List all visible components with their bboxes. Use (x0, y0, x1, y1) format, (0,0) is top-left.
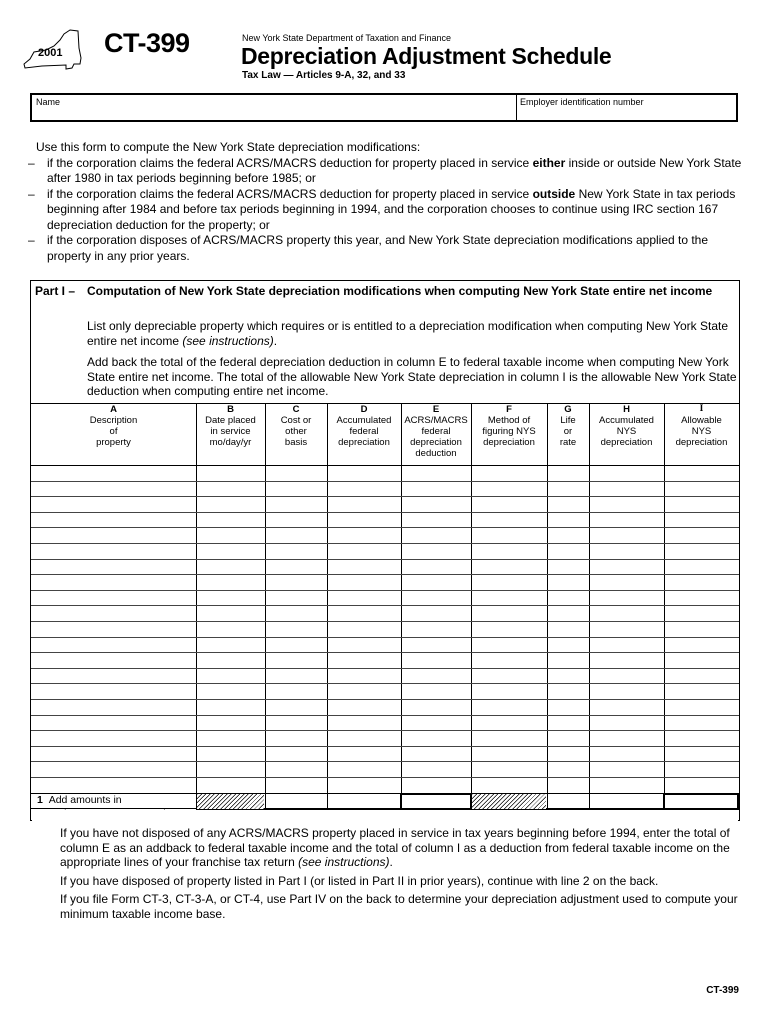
table-cell-col-a[interactable] (32, 544, 195, 558)
part-1-title: Computation of New York State depreciation modifications when computing New York State entire net income (87, 284, 713, 298)
table-cell-col-h[interactable] (590, 482, 663, 496)
intro-bullet: – if the corporation claims the federal ACRS/MACRS deduction for property placed in service outside New York State in tax periods beginning after 1984 and before tax periods beginning in 1994, and the corporation chooses to continue using IRC section 167 depreciation deduction for the property; or (28, 186, 736, 232)
table-cell-col-d[interactable] (328, 606, 400, 620)
table-cell-col-a[interactable] (32, 528, 195, 542)
table-cell-col-c[interactable] (266, 513, 326, 527)
table-cell-col-h[interactable] (590, 762, 663, 776)
table-cell-col-h[interactable] (590, 731, 663, 745)
table-cell-col-h[interactable] (590, 497, 663, 511)
table-cell-col-d[interactable] (328, 575, 400, 589)
table-cell-col-e[interactable] (402, 560, 470, 574)
table-cell-col-f[interactable] (472, 653, 546, 667)
table-cell-col-i[interactable] (665, 575, 738, 589)
table-cell-col-d[interactable] (328, 482, 400, 496)
table-cell-col-h[interactable] (590, 716, 663, 730)
table-cell-col-a[interactable] (32, 497, 195, 511)
table-cell-col-f[interactable] (472, 513, 546, 527)
table-cell-col-h[interactable] (590, 591, 663, 605)
column-header-d: D Accumulated federal depreciation (336, 404, 392, 448)
table-cell-col-b[interactable] (197, 669, 264, 683)
table-cell-col-h[interactable] (590, 528, 663, 542)
table-cell-col-h[interactable] (590, 638, 663, 652)
form-title: Depreciation Adjustment Schedule (241, 43, 612, 69)
table-cell-col-i[interactable] (665, 731, 738, 745)
table-cell-col-f[interactable] (472, 684, 546, 698)
table-cell-col-h[interactable] (590, 575, 663, 589)
total-cell-col-h[interactable] (590, 794, 663, 809)
column-header-h: H Accumulated NYS depreciation (599, 404, 654, 448)
table-cell-col-b[interactable] (197, 606, 264, 620)
table-cell-col-f[interactable] (472, 606, 546, 620)
table-cell-col-b[interactable] (197, 747, 264, 761)
table-cell-col-b[interactable] (197, 700, 264, 714)
table-cell-col-f[interactable] (472, 762, 546, 776)
table-cell-col-c[interactable] (266, 638, 326, 652)
name-label: Name (36, 97, 61, 107)
table-cell-col-c[interactable] (266, 762, 326, 776)
table-cell-col-b[interactable] (197, 544, 264, 558)
table-cell-col-d[interactable] (328, 669, 400, 683)
table-cell-col-d[interactable] (328, 700, 400, 714)
table-cell-col-b[interactable] (197, 762, 264, 776)
table-cell-col-g[interactable] (548, 482, 588, 496)
table-cell-col-g[interactable] (548, 716, 588, 730)
table-cell-col-g[interactable] (548, 513, 588, 527)
table-cell-col-f[interactable] (472, 638, 546, 652)
table-cell-col-d[interactable] (328, 638, 400, 652)
column-header-b: B Date placed in service mo/day/yr (205, 404, 256, 448)
table-cell-col-g[interactable] (548, 669, 588, 683)
table-cell-col-i[interactable] (665, 716, 738, 730)
table-cell-col-i[interactable] (665, 747, 738, 761)
table-cell-col-h[interactable] (590, 513, 663, 527)
footer-form-number: CT-399 (706, 985, 739, 996)
table-cell-col-c[interactable] (266, 684, 326, 698)
table-cell-col-c[interactable] (266, 482, 326, 496)
table-cell-col-f[interactable] (472, 466, 546, 480)
table-cell-col-i[interactable] (665, 638, 738, 652)
table-cell-col-i[interactable] (665, 669, 738, 683)
table-cell-col-b[interactable] (197, 778, 264, 792)
table-cell-col-a[interactable] (32, 684, 195, 698)
table-cell-col-g[interactable] (548, 544, 588, 558)
table-cell-col-i[interactable] (665, 653, 738, 667)
table-cell-col-e[interactable] (402, 497, 470, 511)
table-cell-col-c[interactable] (266, 497, 326, 511)
form-number: CT-399 (104, 28, 190, 58)
table-cell-col-d[interactable] (328, 560, 400, 574)
table-cell-col-b[interactable] (197, 622, 264, 636)
table-cell-col-e[interactable] (402, 669, 470, 683)
table-cell-col-e[interactable] (402, 700, 470, 714)
table-bottom-spacer (32, 810, 738, 824)
table-cell-col-b[interactable] (197, 653, 264, 667)
table-cell-col-f[interactable] (472, 700, 546, 714)
table-cell-col-d[interactable] (328, 762, 400, 776)
table-cell-col-g[interactable] (548, 466, 588, 480)
hatched-cell-col-b (197, 794, 264, 809)
table-cell-col-g[interactable] (548, 778, 588, 792)
table-cell-col-g[interactable] (548, 560, 588, 574)
column-header-a: A Description of property (89, 404, 138, 448)
table-cell-col-d[interactable] (328, 497, 400, 511)
table-cell-col-g[interactable] (548, 638, 588, 652)
table-cell-col-c[interactable] (266, 575, 326, 589)
tax-law-reference: Tax Law — Articles 9-A, 32, and 33 (242, 70, 406, 81)
table-cell-col-i[interactable] (665, 700, 738, 714)
table-cell-col-g[interactable] (548, 762, 588, 776)
table-cell-col-d[interactable] (328, 653, 400, 667)
table-cell-col-b[interactable] (197, 575, 264, 589)
table-cell-col-a[interactable] (32, 762, 195, 776)
column-header-f: F Method of figuring NYS depreciation (482, 404, 536, 448)
table-cell-col-e[interactable] (402, 747, 470, 761)
table-cell-col-h[interactable] (590, 669, 663, 683)
table-cell-col-g[interactable] (548, 606, 588, 620)
table-cell-col-h[interactable] (590, 544, 663, 558)
table-cell-col-i[interactable] (665, 497, 738, 511)
table-cell-col-d[interactable] (328, 778, 400, 792)
table-cell-col-d[interactable] (328, 466, 400, 480)
instruction-no-disposal: If you have not disposed of any ACRS/MACRS property placed in service in tax years beginning before 1994, enter the total of column E as an addback to federal taxable income and the total of column I as a deduction from federal taxable income on the appropriate lines of your franchise tax return (see instructions). (60, 826, 730, 869)
table-cell-col-h[interactable] (590, 653, 663, 667)
table-cell-col-e[interactable] (402, 606, 470, 620)
table-cell-col-g[interactable] (548, 747, 588, 761)
table-cell-col-c[interactable] (266, 653, 326, 667)
table-cell-col-h[interactable] (590, 466, 663, 480)
column-header-g: G Life or rate (559, 404, 577, 448)
table-cell-col-c[interactable] (266, 778, 326, 792)
table-cell-col-c[interactable] (266, 716, 326, 730)
table-cell-col-f[interactable] (472, 591, 546, 605)
table-cell-col-c[interactable] (266, 560, 326, 574)
table-cell-col-i[interactable] (665, 762, 738, 776)
table-cell-col-g[interactable] (548, 591, 588, 605)
department-name: New York State Department of Taxation and Finance (242, 33, 451, 43)
table-cell-col-h[interactable] (590, 606, 663, 620)
table-cell-col-h[interactable] (590, 700, 663, 714)
table-cell-col-g[interactable] (548, 684, 588, 698)
column-header-e: E ACRS/MACRS federal depreciation deduction (404, 404, 468, 459)
column-header-c: C Cost or other basis (280, 404, 312, 448)
table-cell-col-f[interactable] (472, 560, 546, 574)
table-cell-col-i[interactable] (665, 482, 738, 496)
table-cell-col-f[interactable] (472, 731, 546, 745)
table-cell-col-a[interactable] (32, 747, 195, 761)
table-cell-col-b[interactable] (197, 528, 264, 542)
table-cell-col-d[interactable] (328, 513, 400, 527)
table-cell-col-a[interactable] (32, 482, 195, 496)
table-cell-col-c[interactable] (266, 731, 326, 745)
table-cell-col-i[interactable] (665, 622, 738, 636)
table-cell-col-h[interactable] (590, 622, 663, 636)
table-cell-col-i[interactable] (665, 528, 738, 542)
table-cell-col-e[interactable] (402, 638, 470, 652)
table-cell-col-f[interactable] (472, 544, 546, 558)
table-cell-col-i[interactable] (665, 466, 738, 480)
name-ein-box (30, 93, 738, 122)
table-cell-col-c[interactable] (266, 747, 326, 761)
table-cell-col-f[interactable] (472, 528, 546, 542)
table-cell-col-e[interactable] (402, 622, 470, 636)
intro-bullet: – if the corporation claims the federal ACRS/MACRS deduction for property placed in service either inside or outside New York State after 1980 in tax periods beginning before 1985; or (28, 155, 742, 185)
ein-field[interactable] (517, 95, 736, 120)
part-1-section (30, 280, 740, 821)
table-cell-col-a[interactable] (32, 575, 195, 589)
table-cell-col-d[interactable] (328, 528, 400, 542)
total-box-col-i[interactable] (663, 793, 739, 810)
table-cell-col-i[interactable] (665, 778, 738, 792)
instruction-disposed: If you have disposed of property listed in Part I (or listed in Part II in prior years), continue with line 2 on the back. (60, 873, 659, 888)
table-cell-col-d[interactable] (328, 622, 400, 636)
intro-bullet: – if the corporation disposes of ACRS/MACRS property this year, and New York State depreciation modifications applied to the property in any prior years. (28, 233, 709, 263)
table-cell-col-e[interactable] (402, 762, 470, 776)
table-cell-col-b[interactable] (197, 513, 264, 527)
table-cell-col-e[interactable] (402, 544, 470, 558)
table-cell-col-b[interactable] (197, 466, 264, 480)
table-cell-col-d[interactable] (328, 747, 400, 761)
table-cell-col-a[interactable] (32, 716, 195, 730)
table-cell-col-g[interactable] (548, 653, 588, 667)
table-cell-col-a[interactable] (32, 778, 195, 792)
table-cell-col-d[interactable] (328, 684, 400, 698)
table-cell-col-g[interactable] (548, 497, 588, 511)
table-cell-col-d[interactable] (328, 544, 400, 558)
total-cell-col-d[interactable] (328, 794, 400, 809)
ein-label: Employer identification number (520, 97, 644, 107)
table-cell-col-a[interactable] (32, 700, 195, 714)
table-cell-col-e[interactable] (402, 575, 470, 589)
table-cell-col-f[interactable] (472, 778, 546, 792)
table-cell-col-d[interactable] (328, 731, 400, 745)
table-cell-col-b[interactable] (197, 638, 264, 652)
table-cell-col-e[interactable] (402, 482, 470, 496)
table-cell-col-f[interactable] (472, 482, 546, 496)
table-cell-col-e[interactable] (402, 716, 470, 730)
table-cell-col-b[interactable] (197, 731, 264, 745)
total-box-col-e[interactable] (400, 793, 472, 810)
table-cell-col-c[interactable] (266, 591, 326, 605)
table-cell-col-c[interactable] (266, 606, 326, 620)
part-1-instruction-2: Add back the total of the federal depreciation deduction in column E to federal taxable income when computing New York State entire net income. The total of the allowable New York State depreciation in column I is the allowable New York State deduction when computing entire net income. (87, 355, 737, 398)
table-cell-col-d[interactable] (328, 591, 400, 605)
table-cell-col-g[interactable] (548, 731, 588, 745)
table-cell-col-a[interactable] (32, 638, 195, 652)
table-cell-col-e[interactable] (402, 684, 470, 698)
part-1-instruction-1: List only depreciable property which requires or is entitled to a depreciation modification when computing New York State entire net income (see instructions). (87, 319, 729, 348)
after-table-instructions (60, 826, 740, 925)
table-cell-col-e[interactable] (402, 528, 470, 542)
table-cell-col-i[interactable] (665, 513, 738, 527)
table-cell-col-g[interactable] (548, 528, 588, 542)
table-cell-col-g[interactable] (548, 700, 588, 714)
table-cell-col-f[interactable] (472, 716, 546, 730)
table-cell-col-e[interactable] (402, 778, 470, 792)
intro-lead: Use this form to compute the New York State depreciation modifications: (36, 140, 421, 154)
table-cell-col-f[interactable] (472, 497, 546, 511)
table-cell-col-f[interactable] (472, 669, 546, 683)
table-cell-col-i[interactable] (665, 684, 738, 698)
table-cell-col-e[interactable] (402, 591, 470, 605)
table-cell-col-c[interactable] (266, 528, 326, 542)
table-cell-col-a[interactable] (32, 606, 195, 620)
table-cell-col-a[interactable] (32, 560, 195, 574)
line-1-label: 1 Add amounts in (37, 794, 122, 806)
total-cell-col-c[interactable] (266, 794, 326, 809)
table-cell-col-b[interactable] (197, 560, 264, 574)
table-cell-col-h[interactable] (590, 747, 663, 761)
name-field[interactable] (32, 95, 516, 120)
table-cell-col-e[interactable] (402, 466, 470, 480)
table-cell-col-f[interactable] (472, 622, 546, 636)
table-cell-col-a[interactable] (32, 731, 195, 745)
table-cell-col-b[interactable] (197, 497, 264, 511)
table-cell-col-i[interactable] (665, 591, 738, 605)
table-cell-col-a[interactable] (32, 513, 195, 527)
table-cell-col-i[interactable] (665, 544, 738, 558)
table-cell-col-g[interactable] (548, 622, 588, 636)
hatched-cell-col-f (472, 794, 546, 809)
table-cell-col-a[interactable] (32, 669, 195, 683)
table-cell-col-h[interactable] (590, 778, 663, 792)
table-cell-col-f[interactable] (472, 575, 546, 589)
table-cell-col-c[interactable] (266, 466, 326, 480)
table-cell-col-b[interactable] (197, 684, 264, 698)
form-year: 2001 (38, 47, 63, 59)
table-cell-col-f[interactable] (472, 747, 546, 761)
table-cell-col-h[interactable] (590, 560, 663, 574)
table-cell-col-d[interactable] (328, 716, 400, 730)
column-header-i: I Allowable NYS depreciation (675, 404, 728, 448)
table-cell-col-c[interactable] (266, 700, 326, 714)
table-cell-col-e[interactable] (402, 653, 470, 667)
table-cell-col-i[interactable] (665, 606, 738, 620)
intro-section (28, 140, 742, 264)
table-cell-col-h[interactable] (590, 684, 663, 698)
table-cell-col-g[interactable] (548, 575, 588, 589)
table-cell-col-c[interactable] (266, 544, 326, 558)
part-1-label: Part I – (35, 284, 76, 298)
table-cell-col-c[interactable] (266, 622, 326, 636)
table-cell-col-a[interactable] (32, 622, 195, 636)
instruction-part-iv: If you file Form CT-3, CT-3-A, or CT-4, use Part IV on the back to determine your depreciation adjustment used to compute your minimum taxable income base. (60, 892, 738, 921)
table-cell-col-b[interactable] (197, 482, 264, 496)
table-cell-col-i[interactable] (665, 560, 738, 574)
table-cell-col-b[interactable] (197, 591, 264, 605)
table-cell-col-a[interactable] (32, 653, 195, 667)
table-cell-col-e[interactable] (402, 731, 470, 745)
table-cell-col-c[interactable] (266, 669, 326, 683)
table-cell-col-a[interactable] (32, 466, 195, 480)
table-cell-col-e[interactable] (402, 513, 470, 527)
table-cell-col-b[interactable] (197, 716, 264, 730)
table-cell-col-a[interactable] (32, 591, 195, 605)
